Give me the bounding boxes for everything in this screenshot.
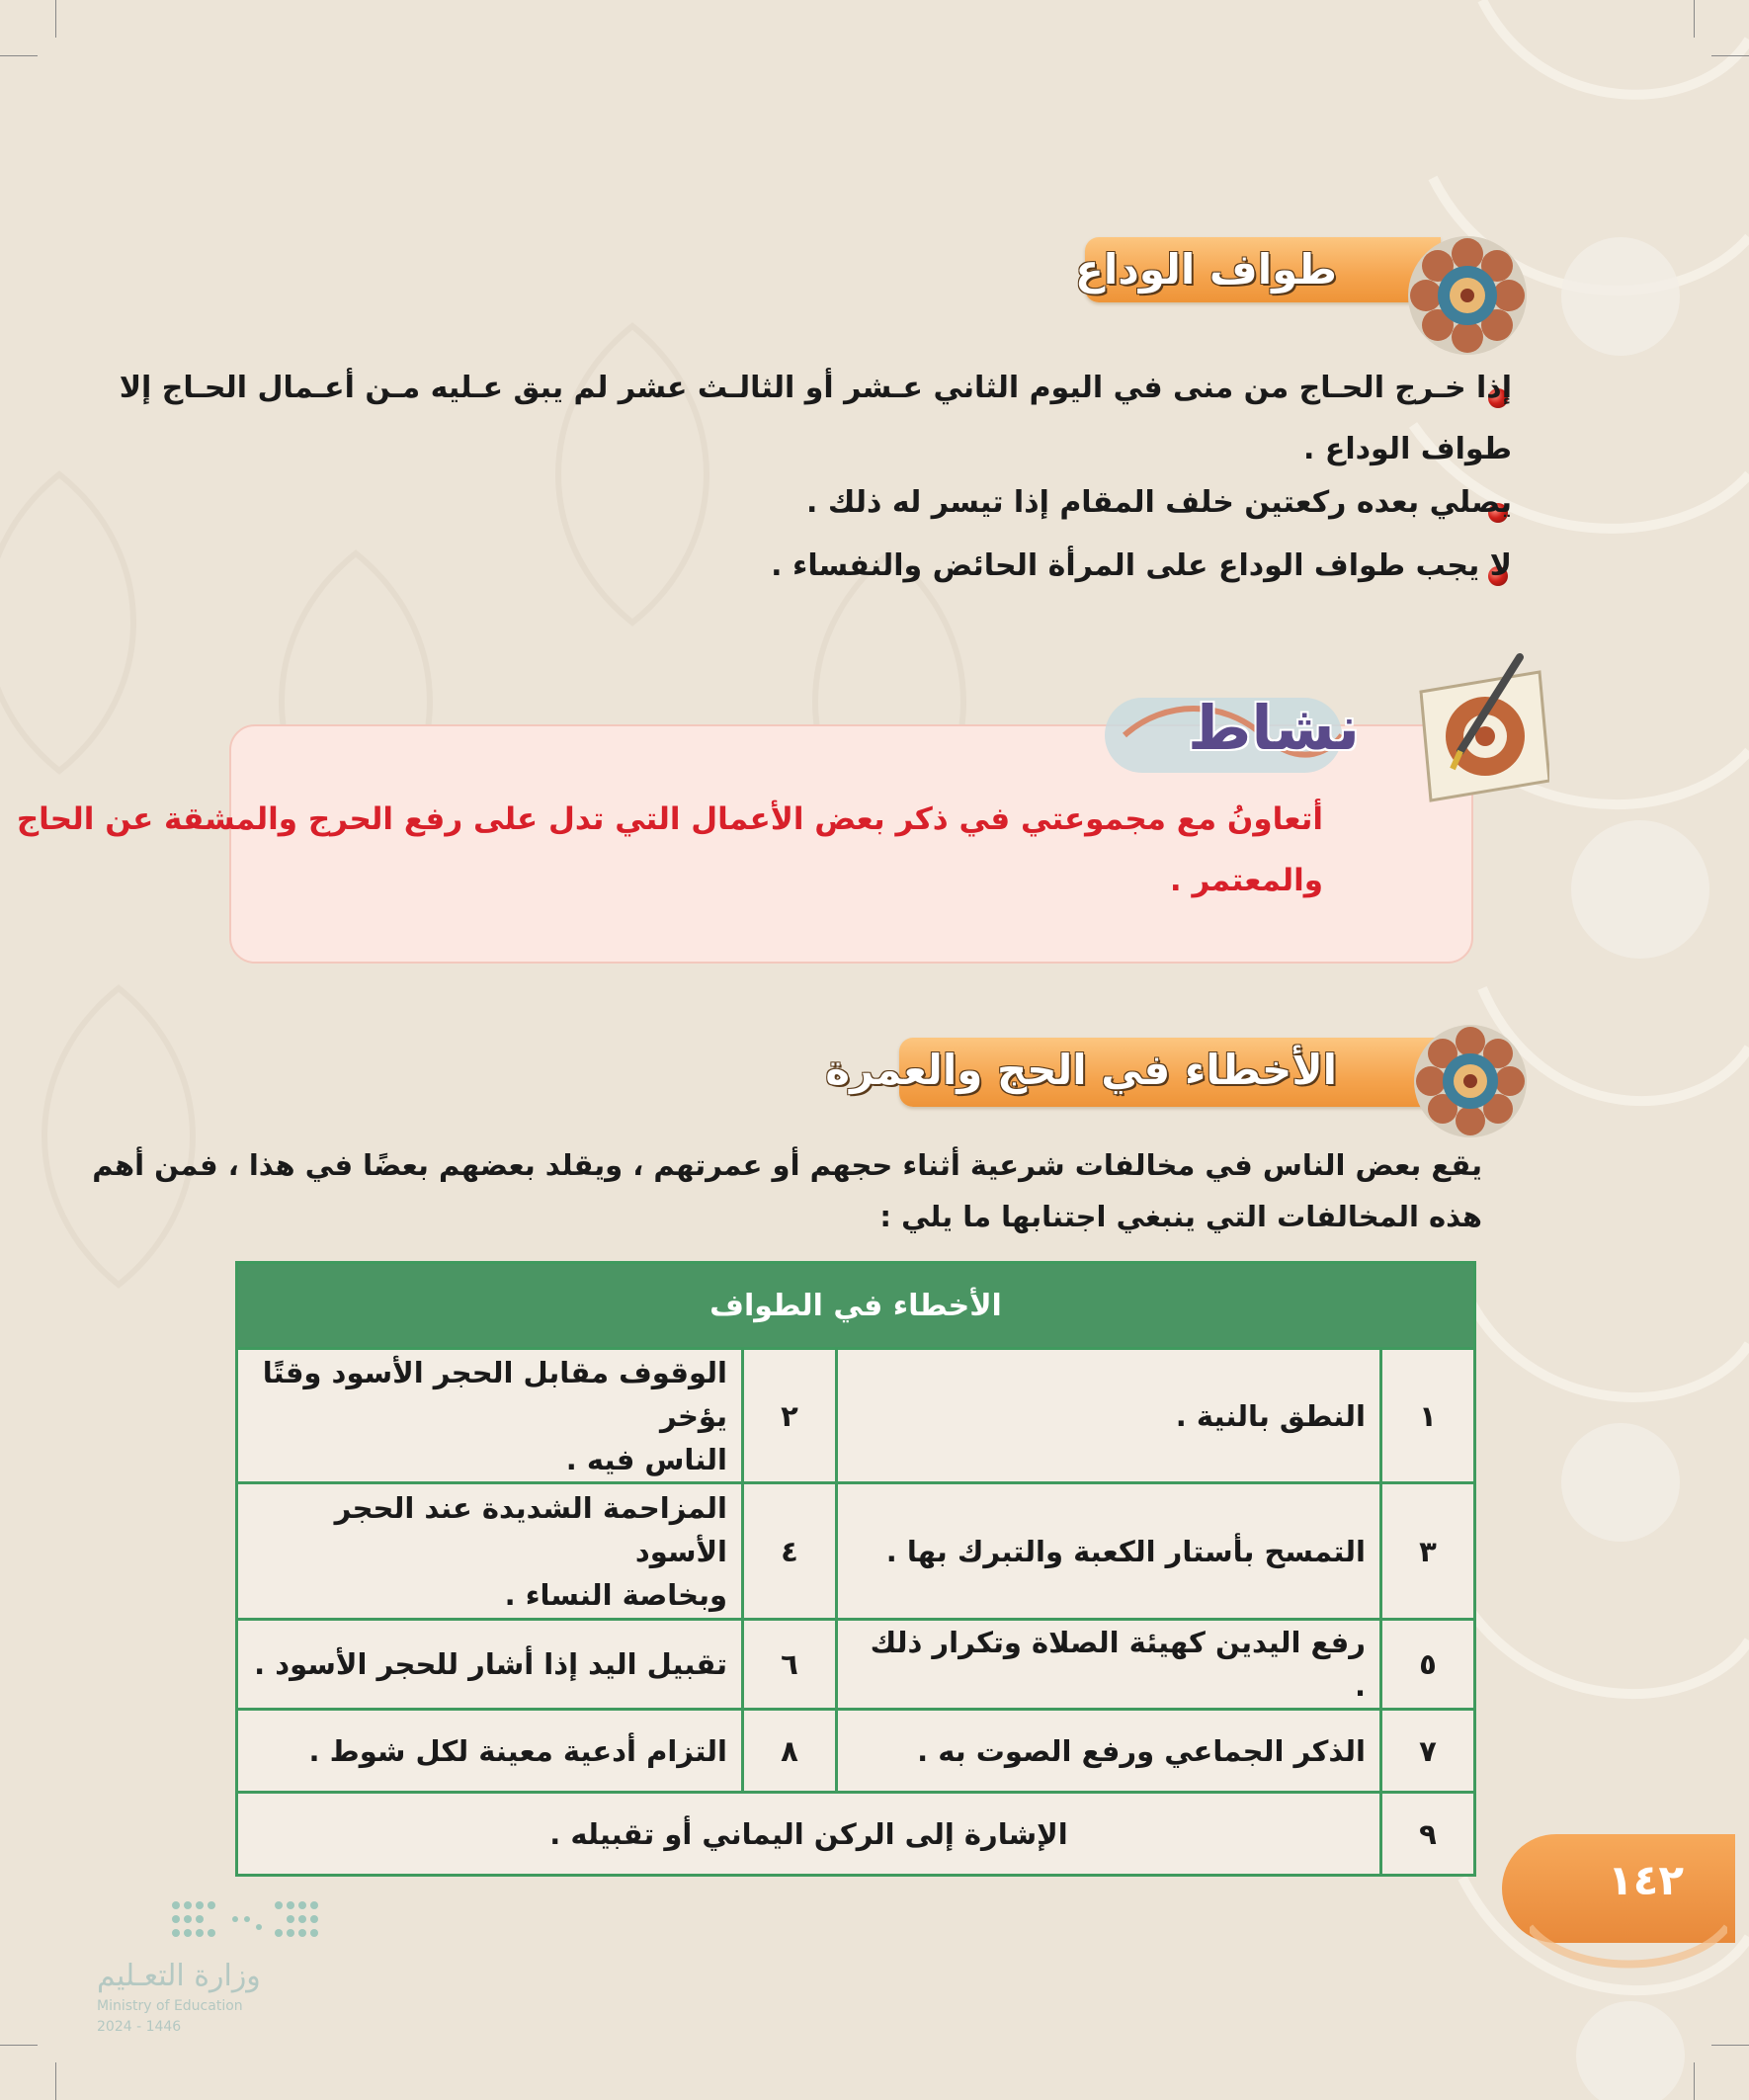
section-header-farewell [1075, 237, 1441, 302]
ministry-name-english: Ministry of Education [97, 1998, 243, 2014]
row-text-line: وبخاصة النساء . [504, 1577, 727, 1612]
bullet-text: يصلي بعده ركعتين خلف المقام إذا تيسر له ذلك . [805, 485, 1512, 520]
row-text-line: الناس فيه . [565, 1442, 727, 1476]
section-header-mistakes [825, 1038, 1441, 1107]
rosette-icon [1405, 233, 1530, 358]
table-row [237, 1349, 1475, 1483]
row-text: تقبيل اليد إذا أشار للحجر الأسود . [237, 1620, 743, 1710]
crop-mark [1711, 55, 1749, 56]
row-text: رفع اليدين كهيئة الصلاة وتكرار ذلك . [837, 1620, 1381, 1710]
ministry-year: 2024 - 1446 [97, 2019, 182, 2035]
table-header-row [237, 1263, 1475, 1349]
row-number: ٢ [743, 1349, 837, 1483]
row-number: ٨ [743, 1710, 837, 1793]
row-number: ٥ [1381, 1620, 1475, 1710]
activity-title: نشاط [1187, 692, 1360, 764]
activity-pen-icon [1401, 652, 1549, 810]
table-row [237, 1483, 1475, 1620]
row-number: ٣ [1381, 1483, 1475, 1620]
rosette-icon [1411, 1022, 1530, 1140]
table-row [237, 1793, 1475, 1876]
activity-text-continuation: والمعتمر . [1169, 863, 1323, 898]
row-text: الذكر الجماعي ورفع الصوت به . [837, 1710, 1381, 1793]
crop-mark [55, 2062, 56, 2100]
intro-text-continuation: هذه المخالفات التي ينبغي اجتنابها ما يلي : [879, 1200, 1482, 1233]
table-header: الأخطاء في الطواف [237, 1263, 1475, 1349]
ministry-name-arabic: وزارة التعـليم [97, 1959, 261, 1993]
crop-mark [1711, 2045, 1749, 2046]
row-text: النطق بالنية . [837, 1349, 1381, 1483]
row-number: ١ [1381, 1349, 1475, 1483]
row-text: التمسح بأستار الكعبة والتبرك بها . [837, 1483, 1381, 1620]
row-number: ٤ [743, 1483, 837, 1620]
row-text [237, 1349, 743, 1483]
table-row [237, 1620, 1475, 1710]
bullet-text: لا يجب طواف الوداع على المرأة الحائض والنفساء . [771, 548, 1512, 583]
row-text [237, 1483, 743, 1620]
row-number: ٩ [1381, 1793, 1475, 1876]
mistakes-table [235, 1261, 1476, 1877]
activity-text: أتعاونُ مع مجموعتي في ذكر بعض الأعمال التي تدل على رفع الحرج والمشقة عن الحاج [16, 801, 1323, 837]
crop-mark [0, 55, 38, 56]
table-row [237, 1710, 1475, 1793]
crop-mark [55, 0, 56, 38]
intro-text: يقع بعض الناس في مخالفات شرعية أثناء حجهم أو عمرتهم ، ويقلد بعضهم بعضًا في هذا ، فمن أهم [92, 1148, 1482, 1182]
row-text-line: المزاحمة الشديدة عند الحجر الأسود [334, 1490, 727, 1568]
bullet-text: إذا خـرج الحـاج من منى في اليوم الثاني عـشر أو الثالـث عشر لم يبق عـليه مـن أعـمال الحـاج إلا [119, 371, 1512, 405]
crop-mark [0, 2045, 38, 2046]
crop-mark [1694, 2062, 1695, 2100]
crop-mark [1694, 0, 1695, 38]
row-text: الإشارة إلى الركن اليماني أو تقبيله . [237, 1793, 1381, 1876]
ministry-logo-icon [166, 1897, 324, 1943]
row-number: ٧ [1381, 1710, 1475, 1793]
section-title-farewell: طواف الوداع [1075, 245, 1337, 294]
row-text: التزام أدعية معينة لكل شوط . [237, 1710, 743, 1793]
row-number: ٦ [743, 1620, 837, 1710]
section-title-mistakes: الأخطاء في الحج والعمرة [825, 1046, 1337, 1094]
row-text-line: الوقوف مقابل الحجر الأسود وقتًا يؤخر [262, 1355, 727, 1433]
page-number: ١٤٢ [1608, 1856, 1684, 1904]
page-tab-ornament [1530, 1917, 1727, 1986]
bullet-text-continuation: طواف الوداع . [1302, 432, 1512, 466]
